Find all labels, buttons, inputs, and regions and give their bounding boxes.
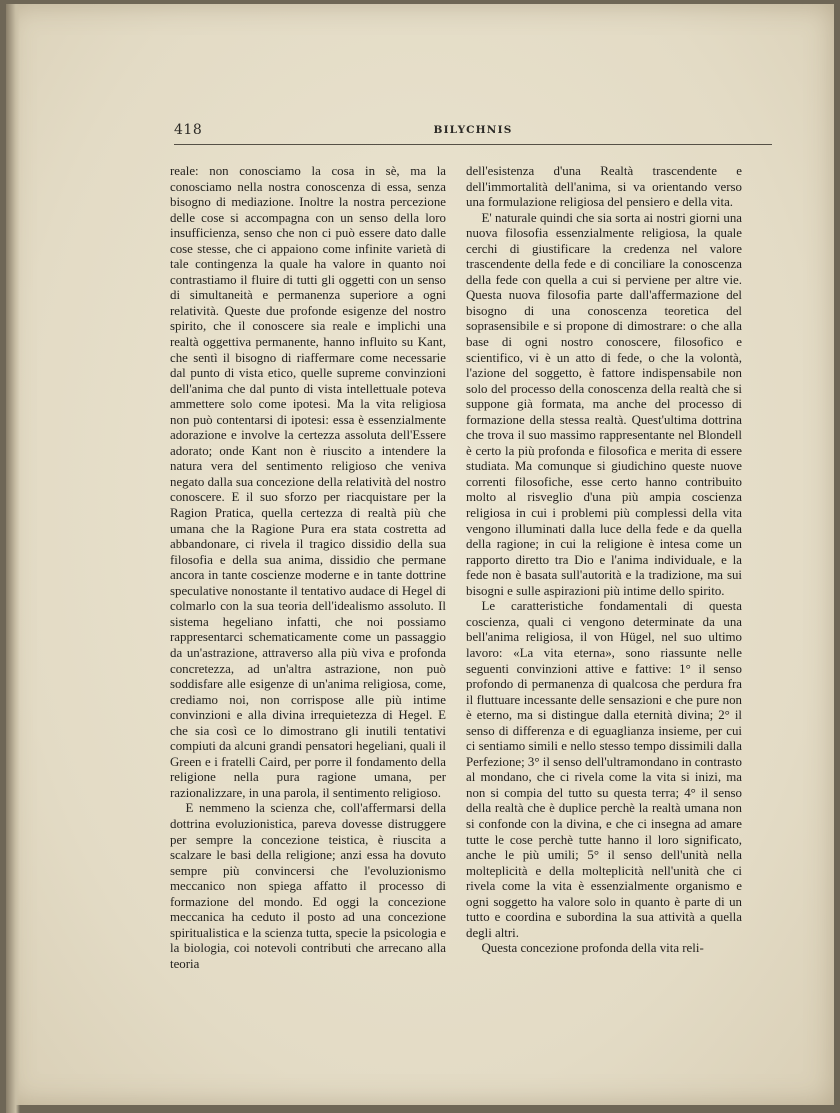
- paragraph: dell'esistenza d'una Realtà trascendente e dell'immortalità dell'anima, si va orientando verso una formulazione religiosa del pensiero e della vita.: [466, 164, 742, 210]
- page-number: 418: [174, 122, 203, 138]
- paragraph: E' naturale quindi che sia sorta ai nostri giorni una nuova filosofia essenzialmente religiosa, la quale cerchi di giustificare la credenza nel valore trascendente della fede e di conciliare la conoscenza della fede con quella a cui si perviene per altre vie. Questa nuova filosofia parte dall'affermazione del bisogno di una conoscenza teoretica del soprasensibile e si propone di dimostrare: o che alla base di ogni nostro conoscere, filosofico e scientifico, vi è un atto di fede, o che la volontà, l'azione del soggetto, è fattore indispensabile non solo del processo della conoscenza della realtà che si suppone già formata, ma anche del processo di formazione della stessa realtà. Quest'ultima dottrina che trova il suo massimo rappresentante nel Blondell è certo la più profonda e filosofica e merita di essere studiata. Ma comunque si giudichino queste nuove correnti filosofiche, esse certo hanno contribuito molto al risveglio d'una più ampia coscienza religiosa in cui i problemi più complessi della vita vengono illuminati dalla luce della fede e da quella della ragione; in cui la religione è intesa come un rapporto diretto tra Dio e l'anima individuale, e la fede non è basata sull'autorità e la tradizione, ma sui bisogni e sulle aspirazioni più intime dello spirito.: [466, 210, 742, 598]
- paragraph: reale: non conosciamo la cosa in sè, ma la conosciamo nella nostra conoscenza di essa, senza bisogno di mediazione. Inoltre la nostra percezione delle cose si accompagna con un senso della loro insufficienza, senso che non ci può essere dato dalle cose stesse, che ci appaiono come infinite varietà di tale contingenza la quale ha valore in quanto noi contrastiamo il fluire di tutti gli oggetti con un senso di simultaneità e permanenza superiore a ogni relatività. Queste due profonde esigenze del nostro spirito, che il conoscere sia reale e implichi una realtà oggettiva permanente, hanno influito su Kant, che sentì il bisogno di riaffermare come necessarie dal punto di vista etico, quelle supreme convinzioni dell'anima che dal punto di vista intellettuale poteva ammettere solo come ipotesi. Ma la vita religiosa non può contentarsi di ipotesi: essa è essenzialmente adorazione e involve la certezza assoluta dell'Essere adorato; onde Kant non è riuscito a intendere la natura vera del sentimento religioso che veniva negato dalla sua concezione della relatività del nostro conoscere. E il suo sforzo per riacquistare per la Ragion Pratica, quella certezza di realtà più che umana che la Ragione Pura era stata costretta ad abbandonare, ci rivela il tragico dissidio della sua filosofia e della sua anima, dissidio che permane ancora in tante coscienze moderne e in tante dottrine speculative nonostante il tentativo audace di Hegel di colmarlo con la sua teoria dell'idealismo assoluto. Il sistema hegeliano infatti, che noi possiamo rappresentarci schematicamente come un passaggio da un'astrazione, attraverso alla più viva e profonda concretezza, ad un'altra astrazione, non può soddisfare alle esigenze di un'anima religiosa, come, crediamo noi, non corrispose alle più intime convinzioni e alla divina irrequietezza di Hegel. E che sia così ce lo dimostrano gli inutili tentativi compiuti da alcuni grandi pensatori hegeliani, quali il Green e i fratelli Caird, per porre il fondamento della religione nella pura ragione umana, per razionalizzare, in una parola, il sentimento religioso.: [170, 164, 446, 800]
- running-title: BILYCHNIS: [433, 124, 513, 136]
- left-column: [170, 164, 446, 972]
- book-page: [6, 4, 834, 1105]
- paragraph: Questa concezione profonda della vita reli-: [481, 941, 704, 956]
- page-header: [174, 122, 772, 145]
- right-column: [466, 164, 742, 957]
- paragraph: E nemmeno la scienza che, coll'affermarsi della dottrina evoluzionistica, pareva dovesse distruggere per sempre la concezione teistica, è riuscita a scalzare le basi della religione; anzi essa ha dovuto sempre più convincersi che l'evoluzionismo meccanico non spiega affatto il processo di formazione del mondo. Ed oggi la concezione meccanica ha ceduto il posto ad una concezione spiritualistica e la scienza tutta, specie la psicologia e la biologia, coi notevoli contributi che arrecano alla teoria: [170, 801, 446, 971]
- page-spine-shadow: [6, 4, 20, 1113]
- paragraph: Le caratteristiche fondamentali di questa coscienza, quali ci vengono determinate da una bell'anima religiosa, il von Hügel, nel suo ultimo lavoro: «La vita eterna», sono riassunte nelle seguenti convinzioni attive e fattive: 1° il senso profondo di permanenza di qualcosa che perdura fra il fluttuare incessante delle sensazioni e che pure non è eterno, ma si distingue dalla eternità divina; 2° il senso di differenza e di eguaglianza insieme, per cui ci sentiamo simili e nello stesso tempo dissimili dalla Perfezione; 3° il senso dell'ultramondano in contrasto al mondano, che ci rivela come la vita si inizi, ma non si compia del tutto su questa terra; 4° il senso della realtà che è duplice perchè la realtà umana non si confonde con la divina, e che ci insegna ad amare tutte le cose perchè tutte hanno il loro significato, anche le più umili; 5° il senso dell'unità nella molteplicità e della molteplicità nell'unità che ci rivela come la vita è essenzialmente organismo e ogni soggetto ha valore solo in quanto è parte di un tutto e coordina e subordina la sua attività a quella degli altri.: [466, 599, 742, 940]
